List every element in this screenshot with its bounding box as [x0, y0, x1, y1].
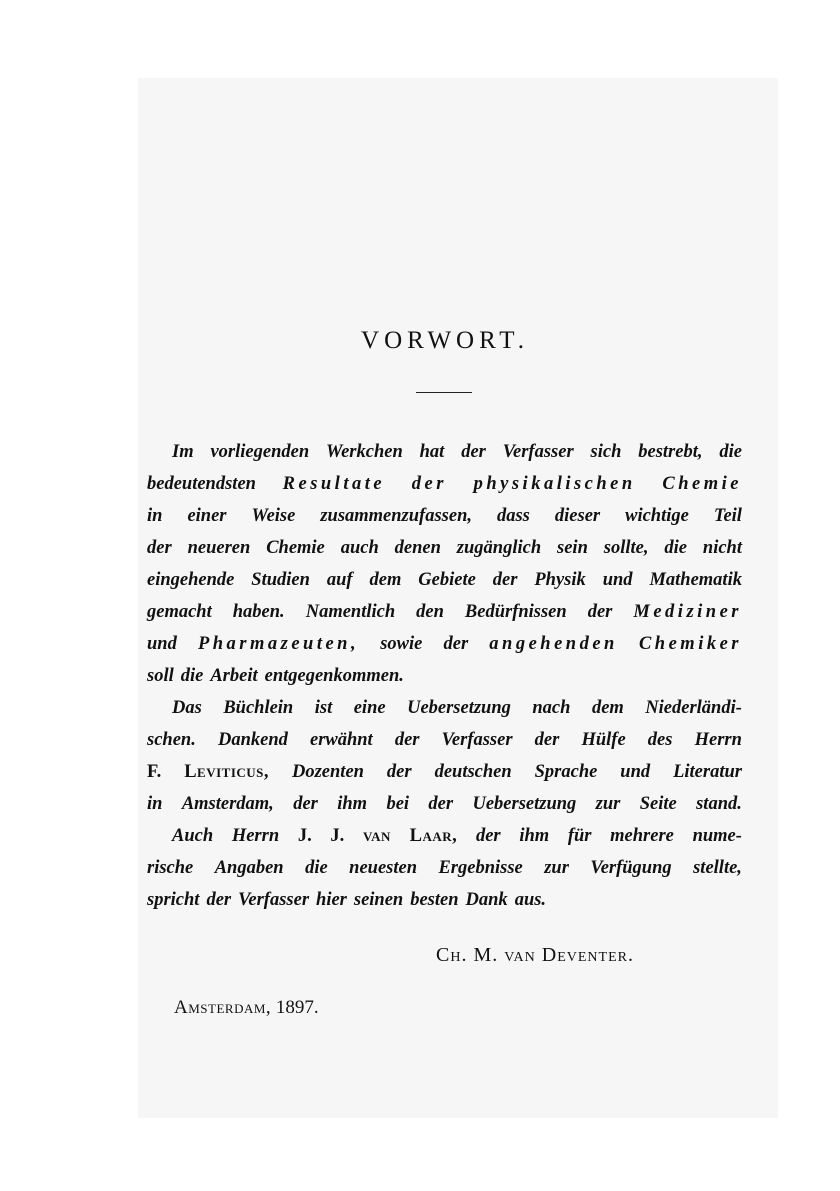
word: Herrn — [694, 730, 742, 750]
word: auch — [340, 538, 379, 558]
word: gemacht — [147, 602, 212, 622]
word: und — [147, 634, 177, 654]
word: Seite — [639, 794, 677, 814]
word: dem — [369, 570, 402, 590]
word: Angaben — [214, 858, 284, 878]
word: der — [587, 602, 613, 622]
word: die — [305, 858, 328, 878]
author-signature: Ch. M. van Deventer. — [436, 944, 634, 966]
word: erwähnt — [309, 730, 373, 750]
word: Arbeit — [210, 666, 258, 686]
word: der — [293, 794, 318, 814]
text-line — [147, 532, 742, 564]
text-line — [147, 564, 742, 596]
word: die — [719, 442, 742, 462]
word: in — [147, 794, 163, 814]
text-line — [147, 596, 742, 628]
word: bei — [386, 794, 410, 814]
word: auf — [326, 570, 353, 590]
word: Hülfe — [581, 730, 626, 750]
word: besten — [410, 890, 459, 910]
text-line — [147, 436, 742, 468]
word: Physik — [534, 570, 586, 590]
word: Sprache — [534, 762, 598, 782]
spaced-word: Chemie — [662, 474, 742, 494]
word: ihm — [337, 794, 368, 814]
word: hier — [316, 890, 347, 910]
word: Verfasser — [441, 730, 513, 750]
word: einer — [187, 506, 227, 526]
word: nach — [532, 698, 571, 718]
word: Weise — [251, 506, 296, 526]
word: in — [147, 506, 163, 526]
text-line — [147, 468, 742, 500]
word: aus. — [514, 890, 547, 910]
spaced-word: Resultate — [282, 474, 386, 494]
word: dieser — [554, 506, 601, 526]
word: Ergebnisse — [438, 858, 523, 878]
word: Büchlein — [223, 698, 294, 718]
word: sich — [590, 442, 622, 462]
word: sein — [557, 538, 588, 558]
word: eine — [353, 698, 386, 718]
word: entgegenkommen. — [264, 666, 404, 686]
spaced-word: Mediziner — [633, 602, 742, 622]
spaced-word: physikalischen — [473, 474, 636, 494]
word: Verfasser — [238, 890, 310, 910]
word: sowie — [380, 634, 423, 654]
word: schen. — [147, 730, 196, 750]
word: Uebersetzung — [407, 698, 511, 718]
page-title: VORWORT. — [361, 327, 529, 354]
word: Auch — [172, 826, 214, 846]
text-line — [147, 820, 742, 852]
spaced-word: der — [411, 474, 447, 494]
word: Das — [172, 698, 202, 718]
place-and-date — [174, 993, 319, 1023]
word: stellte, — [693, 858, 742, 878]
place: Amsterdam, — [174, 997, 272, 1018]
preface-body — [147, 436, 742, 916]
text-line — [147, 500, 742, 532]
word: zusammenzufassen, — [320, 506, 472, 526]
word: der — [461, 442, 486, 462]
word: sollte, — [603, 538, 649, 558]
word: zugänglich — [456, 538, 542, 558]
person-name: van — [362, 826, 391, 846]
person-name: Leviticus, — [184, 762, 270, 782]
word: neueren — [187, 538, 251, 558]
word: und — [602, 570, 633, 590]
word: eingehende — [147, 570, 235, 590]
text-line — [147, 884, 742, 916]
word: Chemie — [266, 538, 325, 558]
word: bedeutendsten — [147, 474, 256, 494]
word: denen — [394, 538, 441, 558]
word: Herrn — [231, 826, 280, 846]
word: die — [180, 666, 204, 686]
word: Verfügung — [590, 858, 672, 878]
word: der — [386, 762, 412, 782]
word: der — [394, 730, 420, 750]
text-line — [147, 692, 742, 724]
spaced-word: angehenden — [489, 634, 618, 654]
word: der — [475, 826, 501, 846]
text-line — [147, 628, 742, 660]
word: der — [492, 570, 518, 590]
word: und — [620, 762, 651, 782]
title-divider — [416, 392, 472, 393]
word: Im — [172, 442, 194, 462]
word: der — [443, 634, 469, 654]
word: mehrere — [610, 826, 674, 846]
word: Werkchen — [326, 442, 403, 462]
word: soll — [147, 666, 174, 686]
word: F. — [147, 762, 162, 782]
word: deutschen — [434, 762, 512, 782]
word: haben. — [232, 602, 285, 622]
word: Dank — [465, 890, 508, 910]
text-line — [147, 788, 742, 820]
word: Mathematik — [649, 570, 742, 590]
word: ihm — [519, 826, 550, 846]
word: der — [206, 890, 232, 910]
word: für — [567, 826, 592, 846]
word: Literatur — [673, 762, 742, 782]
text-line — [147, 660, 742, 692]
word: Studien — [251, 570, 310, 590]
word: Bedürfnissen — [464, 602, 567, 622]
word: Amsterdam, — [181, 794, 274, 814]
word: der — [534, 730, 560, 750]
word: stand. — [696, 794, 742, 814]
word: Namentlich — [305, 602, 396, 622]
word: Gebiete — [418, 570, 476, 590]
text-line — [147, 756, 742, 788]
word: bestrebt, — [638, 442, 703, 462]
word: spricht — [147, 890, 200, 910]
word: ist — [314, 698, 333, 718]
text-line — [147, 852, 742, 884]
word: J. — [330, 826, 345, 846]
text-line — [147, 724, 742, 756]
word: hat — [419, 442, 445, 462]
word: die — [664, 538, 687, 558]
word: Teil — [713, 506, 742, 526]
word: des — [647, 730, 673, 750]
word: Uebersetzung — [472, 794, 577, 814]
spaced-word: Chemiker — [638, 634, 742, 654]
word: dass — [496, 506, 530, 526]
word: der — [147, 538, 172, 558]
word: Dozenten — [292, 762, 364, 782]
word: nicht — [702, 538, 742, 558]
word: Dankend — [217, 730, 288, 750]
word: zur — [544, 858, 569, 878]
word: Verfasser — [502, 442, 574, 462]
word: wichtige — [625, 506, 689, 526]
word: rische — [147, 858, 194, 878]
spaced-word: Pharmazeuten, — [197, 634, 360, 654]
word: dem — [591, 698, 624, 718]
word: seinen — [353, 890, 404, 910]
word: Niederländi- — [645, 698, 742, 718]
year: 1897. — [275, 997, 319, 1018]
word: den — [416, 602, 444, 622]
word: J. — [297, 826, 312, 846]
word: neuesten — [349, 858, 417, 878]
word: nume- — [692, 826, 742, 846]
person-name: Laar, — [409, 826, 458, 846]
word: zur — [595, 794, 621, 814]
word: der — [428, 794, 454, 814]
word: vorliegenden — [210, 442, 310, 462]
